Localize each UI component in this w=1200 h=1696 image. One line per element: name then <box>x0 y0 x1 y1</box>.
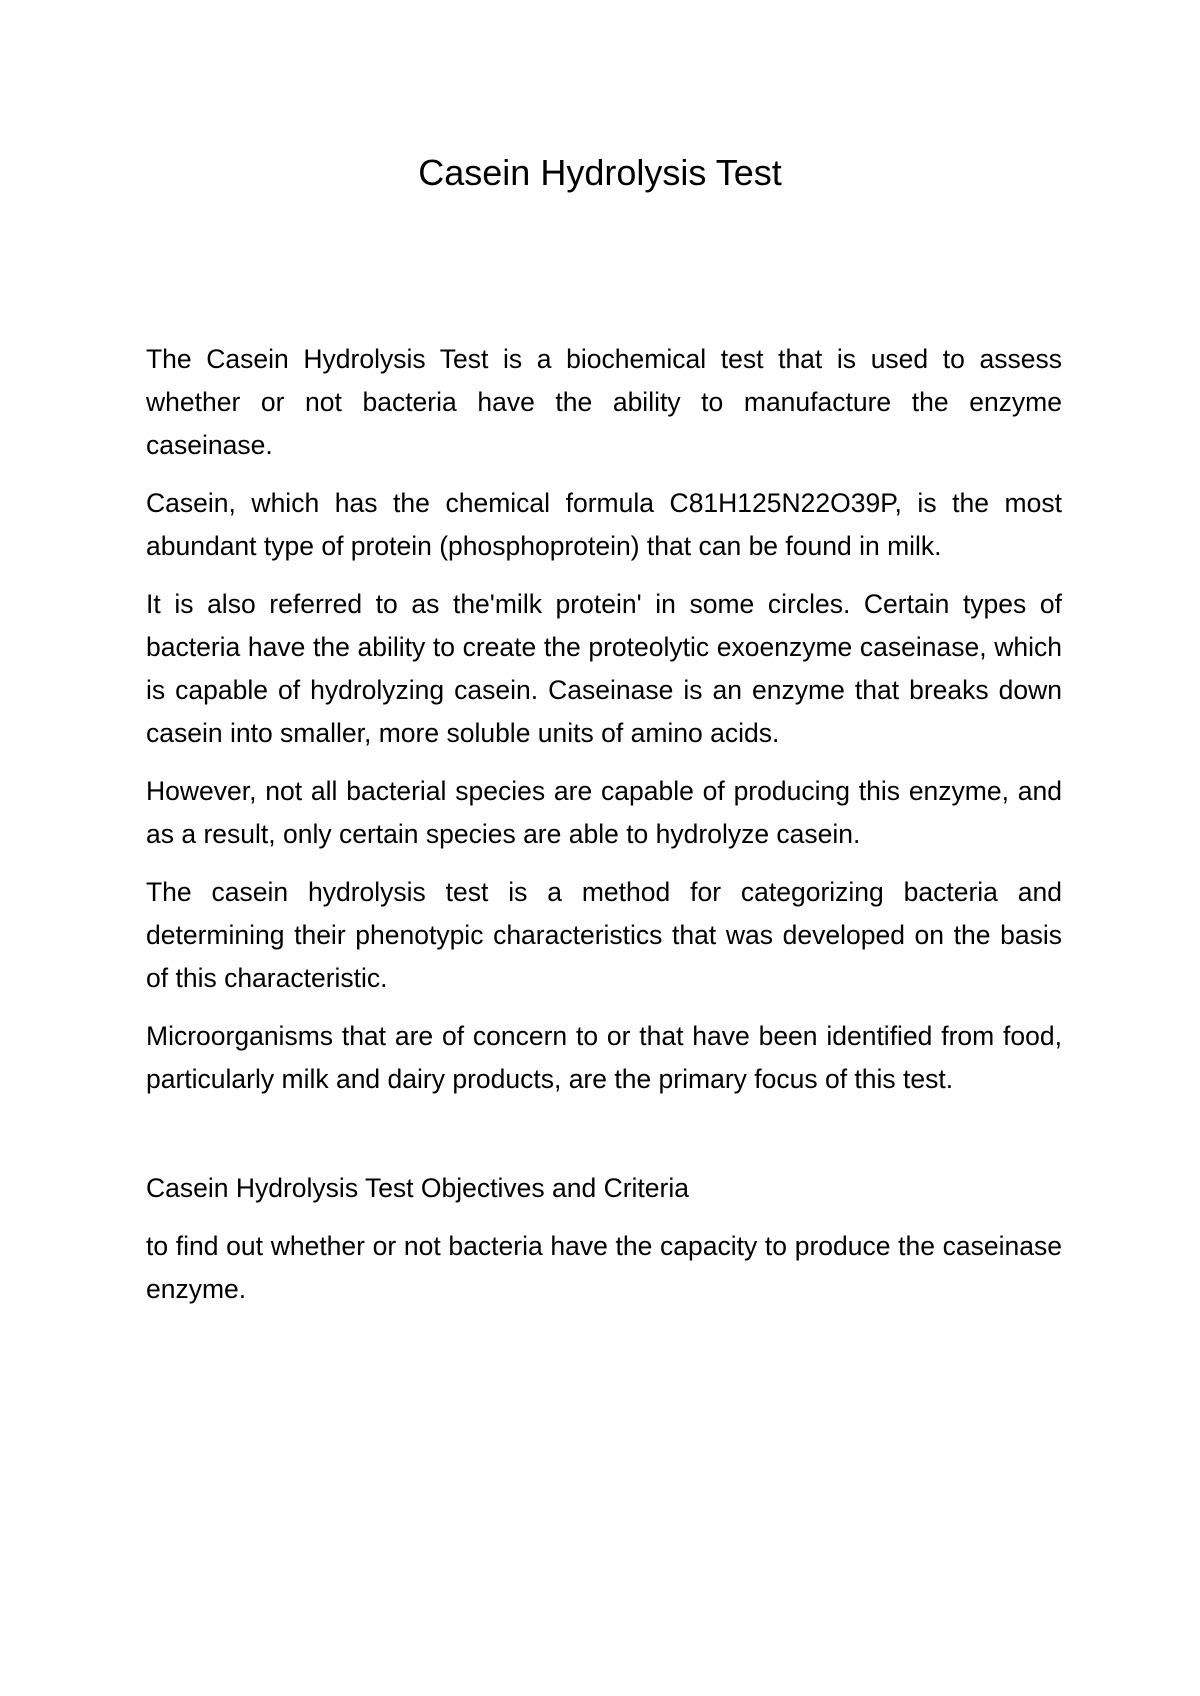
paragraph-method: The casein hydrolysis test is a method for categorizing bacteria and determining their phenotypic characteristics that was developed on the basis of this characteristic. <box>146 877 1062 993</box>
paragraph-milk-protein: It is also referred to as the'milk protein' in some circles. Certain types of bacteria have the ability to create the proteolytic exoenzyme caseinase, which is capable of hydrolyzing casein. Caseinase is an enzyme that breaks down casein into smaller, more soluble units of amino acids. <box>146 589 1062 748</box>
paragraph-objective: to find out whether or not bacteria have the capacity to produce the caseinase enzyme. <box>146 1231 1062 1304</box>
document-body <box>146 338 1062 1326</box>
paragraph-bacterial-species: However, not all bacterial species are capable of producing this enzyme, and as a result, only certain species are able to hydrolyze casein. <box>146 776 1062 849</box>
paragraph-casein-formula: Casein, which has the chemical formula C81H125N22O39P, is the most abundant type of protein (phosphoprotein) that can be found in milk. <box>146 488 1062 561</box>
page-title: Casein Hydrolysis Test <box>418 152 782 193</box>
paragraph-microorganisms: Microorganisms that are of concern to or that have been identified from food, particularly milk and dairy products, are the primary focus of this test. <box>146 1021 1062 1094</box>
section-heading-objectives: Casein Hydrolysis Test Objectives and Criteria <box>146 1173 689 1203</box>
paragraph-intro: The Casein Hydrolysis Test is a biochemical test that is used to assess whether or not bacteria have the ability to manufacture the enzyme caseinase. <box>146 344 1062 460</box>
